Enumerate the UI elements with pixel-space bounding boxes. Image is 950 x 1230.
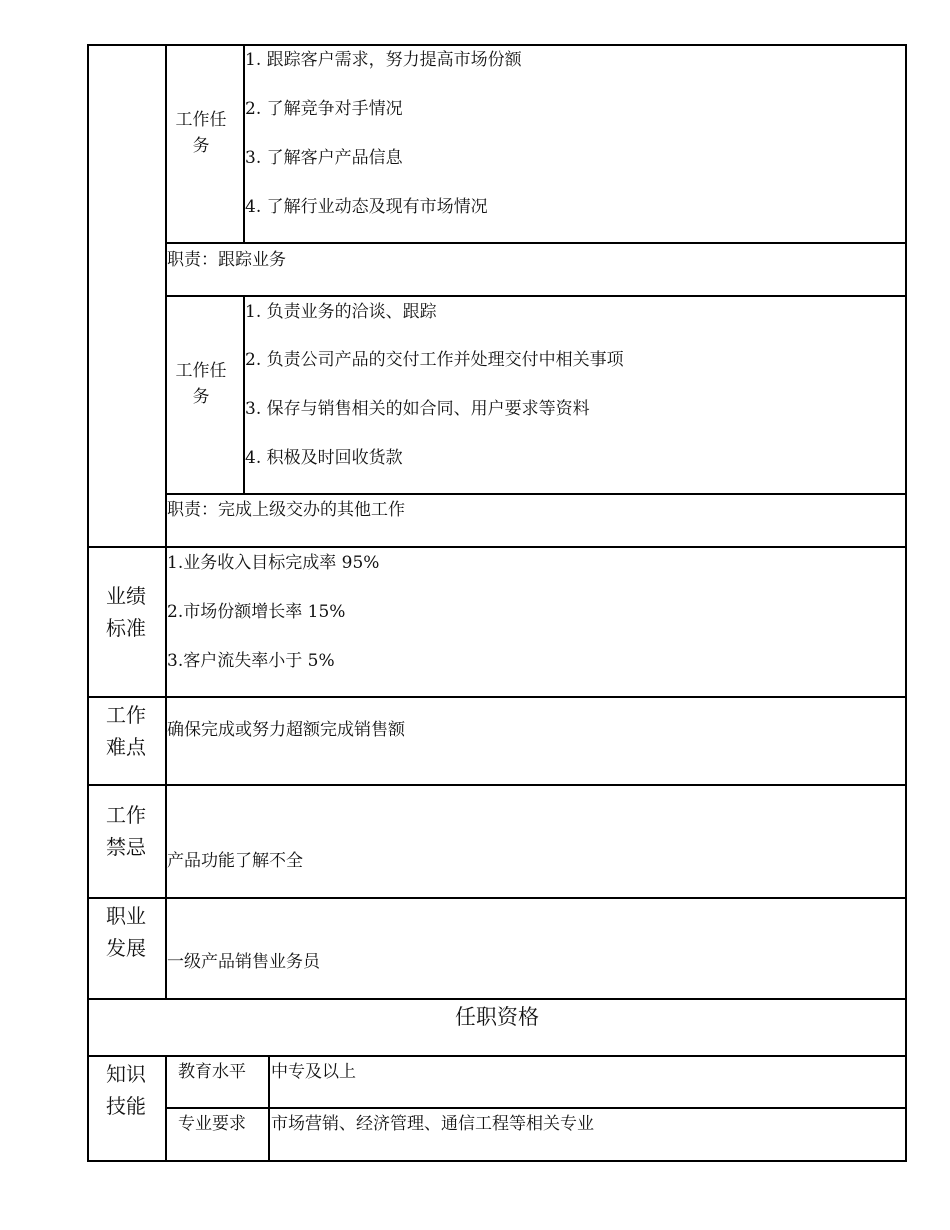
task-label-1: 工作任务: [175, 110, 227, 156]
task-item: 2. 了解竞争对手情况: [245, 99, 403, 119]
task-item: 1. 负责业务的洽谈、跟踪: [245, 302, 437, 322]
education-label: 教育水平: [178, 1062, 246, 1082]
duty-other: 职责：完成上级交办的其他工作: [167, 500, 405, 520]
border-left: [87, 44, 89, 1162]
task-item: 3. 保存与销售相关的如合同、用户要求等资料: [245, 399, 590, 419]
row-line-6: [87, 784, 907, 786]
row-line-5: [87, 696, 907, 698]
task-item: 4. 了解行业动态及现有市场情况: [245, 197, 488, 217]
row-line-4: [87, 546, 907, 548]
difficulty-label: 工作难点: [106, 703, 146, 759]
border-right: [905, 44, 907, 1162]
row-line-7: [87, 897, 907, 899]
performance-item: 3.客户流失率小于 5%: [167, 651, 335, 671]
difficulty-value: 确保完成或努力超额完成销售额: [167, 720, 405, 740]
border-bottom: [87, 1160, 907, 1162]
row-line-2: [165, 295, 907, 297]
task-item: 4. 积极及时回收货款: [245, 448, 403, 468]
row-line-3: [165, 493, 907, 495]
career-label: 职业发展: [106, 904, 146, 960]
row-line-1: [165, 242, 907, 244]
performance-label: 业绩标准: [106, 584, 146, 640]
education-value: 中专及以上: [271, 1062, 356, 1082]
task-item: 3. 了解客户产品信息: [245, 148, 403, 168]
task-label-2: 工作任务: [175, 361, 227, 407]
row-line-8: [87, 998, 907, 1000]
duty-tracking: 职责：跟踪业务: [167, 250, 286, 270]
career-value: 一级产品销售业务员: [167, 952, 320, 972]
qualification-title: 任职资格: [455, 1005, 539, 1029]
border-top: [87, 44, 907, 46]
row-line-9: [87, 1055, 907, 1057]
performance-item: 2.市场份额增长率 15%: [167, 602, 346, 622]
knowledge-row-line: [165, 1107, 907, 1109]
taboo-value: 产品功能了解不全: [167, 851, 303, 871]
major-label: 专业要求: [178, 1114, 246, 1134]
task-item: 1. 跟踪客户需求，努力提高市场份额: [245, 50, 522, 70]
knowledge-label: 知识技能: [106, 1062, 146, 1118]
performance-item: 1.业务收入目标完成率 95%: [167, 553, 380, 573]
task-item: 2. 负责公司产品的交付工作并处理交付中相关事项: [245, 350, 624, 370]
taboo-label: 工作禁忌: [106, 803, 146, 859]
major-value: 市场营销、经济管理、通信工程等相关专业: [271, 1114, 594, 1134]
